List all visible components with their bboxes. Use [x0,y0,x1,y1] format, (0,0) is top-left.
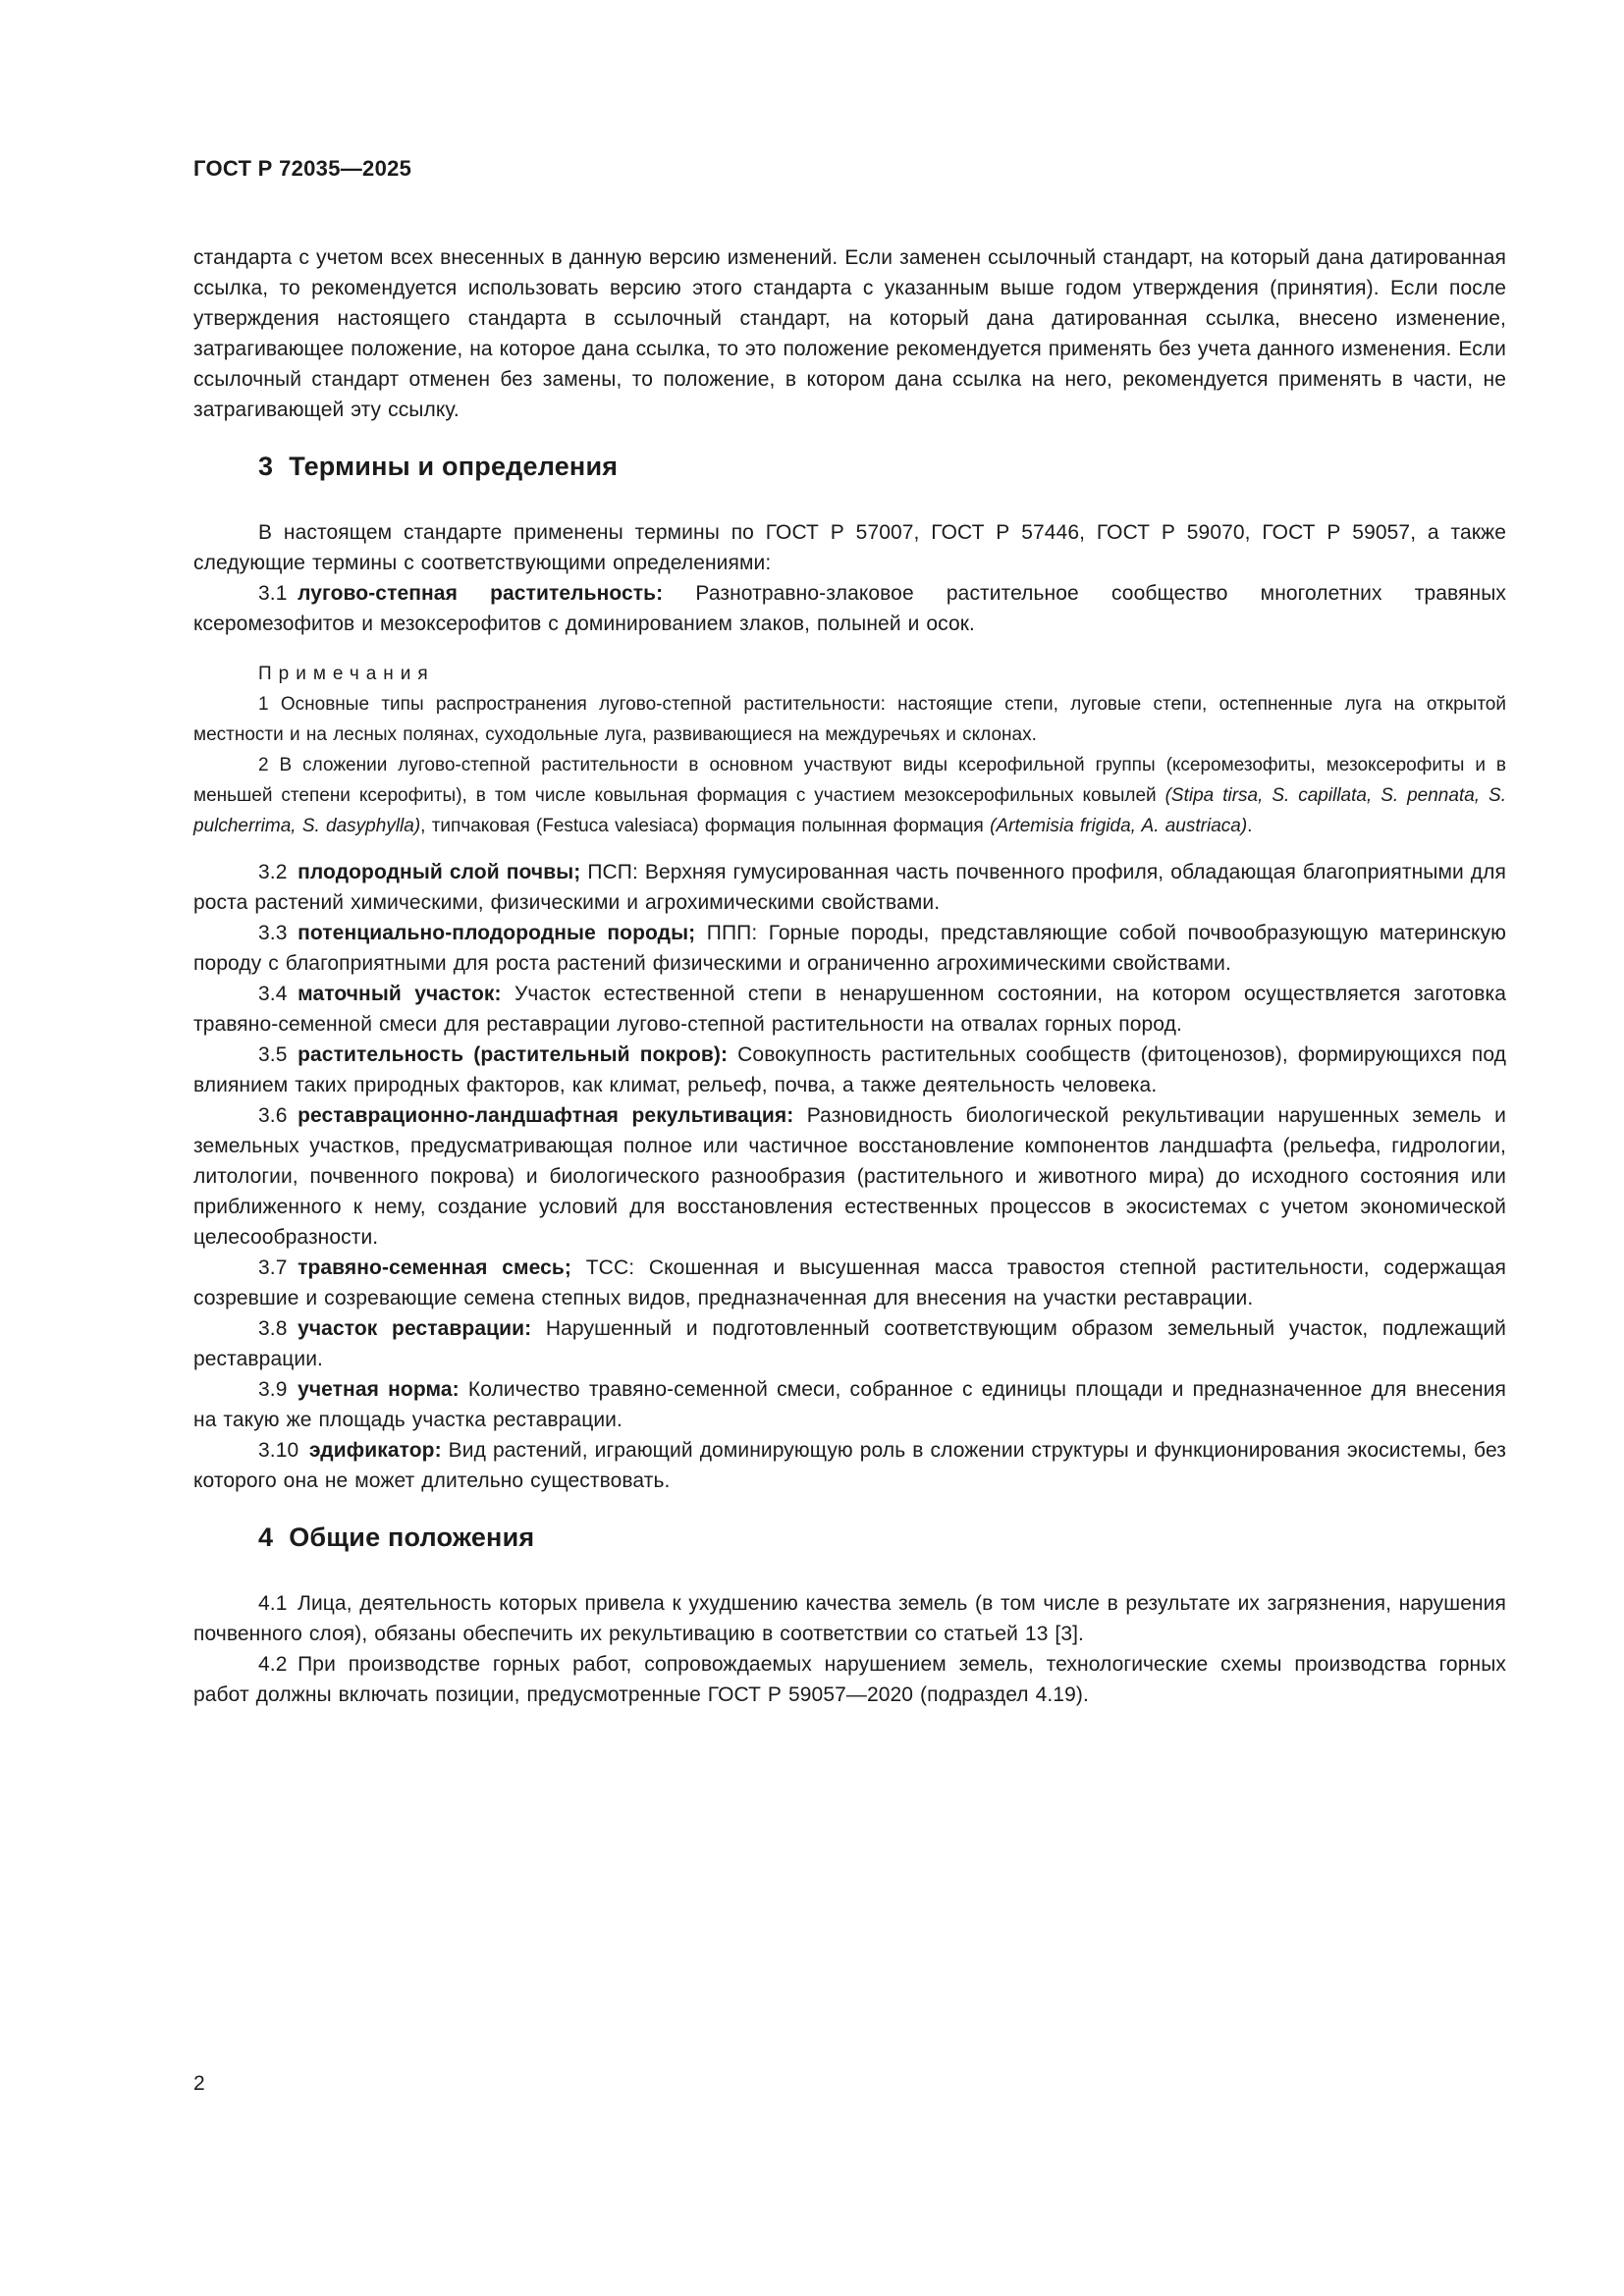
body-paragraph [193,918,1506,979]
text-run: ППП: Горные породы, представляющие собой почвообразующую материнскую породу с благоприятными для роста растений физическими и ограниченно агрохимическими свойствами. [193,922,1506,975]
section-number: 4 [258,1522,274,1552]
document-body [193,242,1506,1710]
body-paragraph [193,1588,1506,1649]
term-bold-run: реставрационно-ландшафтная рекультивация: [298,1104,794,1127]
body-paragraph [193,857,1506,918]
text-run: 2 В сложении лугово-степной растительности в основном участвуют виды ксерофильной группы (ксеромезофиты, мезоксерофиты и в меньшей степени ксерофиты), в том числе ковыльная формация с участием мезоксерофильных ковылей [193,755,1506,806]
section-heading [193,1522,1506,1553]
body-paragraph [193,979,1506,1040]
body-paragraph [193,1253,1506,1313]
body-paragraph [193,1649,1506,1710]
section-number: 3 [258,452,274,481]
text-run: 4.2 При производстве горных работ, сопровождаемых нарушением земель, технологические схемы производства горных работ должны включать позиции, предусмотренные ГОСТ Р 59057—2020 (подраздел 4.19). [193,1653,1506,1706]
text-run: Разнотравно-злаковое растительное сообщество многолетних травяных ксеромезофитов и мезоксерофитов с доминированием злаков, полыней и осок. [193,582,1506,635]
text-run: 3.10 [258,1439,309,1462]
body-paragraph [193,1435,1506,1496]
text-run: 3.2 [258,861,298,883]
text-run: Количество травяно-семенной смеси, собранное с единицы площади и предназначенное для внесения на такую же площадь участка реставрации. [193,1378,1506,1431]
text-run: 3.8 [258,1317,298,1340]
section-heading [193,451,1506,482]
text-run: В настоящем стандарте применены термины по ГОСТ Р 57007, ГОСТ Р 57446, ГОСТ Р 59070, ГОСТ Р 59057, а также следующие термины с соответствующими определениями: [193,521,1506,574]
latin-species-italic-run: (Artemisia frigida, A. austriaca) [990,816,1248,836]
notes-label: Примечания [258,664,435,684]
text-run: 3.7 [258,1256,298,1279]
text-run: Участок естественной степи в ненарушенном состоянии, на котором осуществляется заготовка травяно-семенной смеси для реставрации лугово-степной растительности на отвалах горных пород. [193,983,1506,1036]
text-run: ПСП: Верхняя гумусированная часть почвенного профиля, обладающая благоприятными для роста растений химическими, физическими и агрохимическими свойствами. [193,861,1506,914]
term-bold-run: лугово-степная растительность: [298,582,664,605]
text-run: , типчаковая (Festuca valesiaca) формация полынная формация [420,816,991,836]
term-bold-run: учетная норма: [298,1378,460,1401]
body-paragraph [193,1100,1506,1253]
page-content [193,155,1506,1710]
term-bold-run: эдификатор: [308,1439,442,1462]
note-paragraph [193,689,1506,750]
term-bold-run: участок реставрации: [298,1317,532,1340]
body-paragraph [193,1313,1506,1374]
text-run: . [1247,816,1253,836]
text-run: 3.9 [258,1378,298,1401]
body-paragraph [193,1040,1506,1100]
page-number: 2 [193,2072,205,2095]
term-bold-run: маточный участок: [298,983,502,1005]
section-title: Термины и определения [289,452,619,481]
body-paragraph [193,242,1506,425]
text-run: стандарта с учетом всех внесенных в данную версию изменений. Если заменен ссылочный стандарт, на который дана датированная ссылка, то рекомендуется использовать версию этого стандарта с указанным выше годом утверждения (принятия). Если после утверждения настоящего стандарта в ссылочный стандарт, на который дана датированная ссылка, внесено изменение, затрагивающее положение, на которое дана ссылка, то это положение рекомендуется применять без учета данного изменения. Если ссылочный стандарт отменен без замены, то положение, в котором дана ссылка на него, рекомендуется применять в части, не затрагивающей эту ссылку. [193,246,1506,421]
text-run: 4.1 Лица, деятельность которых привела к ухудшению качества земель (в том числе в результате их загрязнения, нарушения почвенного слоя), обязаны обеспечить их рекультивацию в соответствии со статьей 13 [3]. [193,1592,1506,1645]
text-run: 3.6 [258,1104,298,1127]
body-paragraph [193,517,1506,578]
text-run: 3.1 [258,582,298,605]
note-paragraph [193,750,1506,841]
text-run: Вид растений, играющий доминирующую роль в сложении структуры и функционирования экосистемы, без которого она не может длительно существовать. [193,1439,1506,1492]
latin-species-italic-run: (Stipa tirsa, S. capillata, S. pennata, S. pulcherrima, S. dasyphylla) [193,785,1506,836]
text-run: Разновидность биологической рекультивации нарушенных земель и земельных участков, предусматривающая полное или частичное восстановление компонентов ландшафта (рельефа, гидрологии, литологии, почвенного покрова) и биологического разнообразия (растительного и животного мира) до исходного состояния или приближенного к нему, создание условий для восстановления естественных процессов в экосистемах с учетом экономической целесообразности. [193,1104,1507,1249]
text-run: 1 Основные типы распространения лугово-степной растительности: настоящие степи, луговые степи, остепненные луга на открытой местности и на лесных полянах, суходольные луга, развивающиеся на междуречьях и склонах. [193,694,1506,745]
text-run: Нарушенный и подготовленный соответствующим образом земельный участок, подлежащий реставрации. [193,1317,1506,1370]
section-title: Общие положения [289,1522,535,1552]
term-bold-run: растительность (растительный покров): [298,1043,729,1066]
text-run: 3.3 [258,922,298,944]
term-bold-run: травяно-семенная смесь; [298,1256,572,1279]
standard-designation-header: ГОСТ Р 72035—2025 [193,156,412,181]
term-bold-run: плодородный слой почвы; [298,861,581,883]
text-run: Совокупность растительных сообществ (фитоценозов), формирующихся под влиянием таких природных факторов, как климат, рельеф, почва, а также деятельность человека. [193,1043,1507,1096]
term-bold-run: потенциально-плодородные породы; [298,922,696,944]
body-paragraph [193,578,1506,639]
text-run: 3.5 [258,1043,298,1066]
text-run: 3.4 [258,983,298,1005]
text-run: ТСС: Скошенная и высушенная масса травостоя степной растительности, содержащая созревшие и созревающие семена степных видов, предназначенная для внесения на участки реставрации. [193,1256,1506,1309]
body-paragraph [193,1374,1506,1435]
